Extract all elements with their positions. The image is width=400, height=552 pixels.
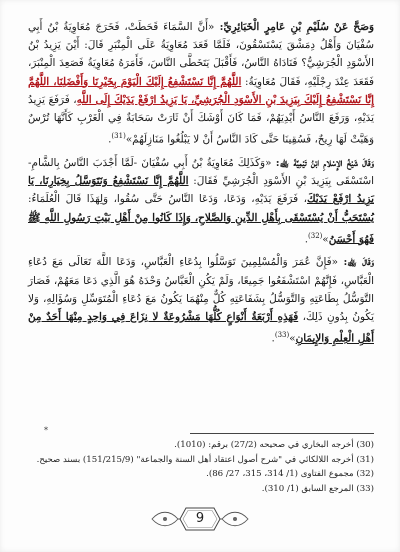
paragraph-3 bbox=[28, 253, 374, 347]
main-text bbox=[28, 18, 374, 353]
text-run: ، فَرَفَعَ يَدَيْهِ، وَدَعَا، وَدَعَا النَّاسُ حَتَّى سُقُوا، وَلِهَذَا قَالَ الْعُلَمَاءُ: bbox=[28, 193, 307, 206]
text-run: » bbox=[322, 233, 329, 246]
text-run: . bbox=[108, 133, 112, 146]
text-run: «وَكَذَلِكَ مُعَاوِيَةُ بْنُ أَبِي سُفْيَانَ -لَمَّا أَجْدَبَ النَّاسُ بِالشَّامِ- اسْتَسْقَى بِيَزِيدَ بْنِ الأَسْوَدِ الْجُرَشِيِّ فَقَالَ: bbox=[28, 156, 374, 188]
page-number: 9 bbox=[195, 511, 205, 526]
highlighted-quote: يُسْتَحَبُّ أَنْ يُسْتَسْقَى بِأَهْلِ الدِّينِ وَالصَّلاحِ، وَإِذَا كَانُوا مِنْ أَهْلِ بَيْتِ رَسُولِ اللَّهِ ﷺ فَهُوَ أَحْسَنُ bbox=[28, 211, 374, 246]
footnote-item: (32) مجموع الفتاوى (1/ 314، 315، 27/ 86). bbox=[206, 469, 374, 480]
text-run: وَقَالَ شَيْخُ الإِسْلامِ ابْنُ تَيْمِيَّةَ ﵀: bbox=[271, 156, 374, 169]
highlighted-quote: اللَّهُمَّ إِنَّا نَسْتَشْفِعُ إِلَيْكَ الْيَوْمَ بِخَيْرِنَا وَأَفْضَلِنَا، اللَّهُمَّ إِنَّا نَسْتَشْفِعُ إِلَيْكَ بِيَزِيدَ بْنِ الأَسْوَدِ الْجُرَشِيِّ، يَا يَزِيدُ ارْفَعْ يَدَيْكَ إِلَى اللَّهِ bbox=[28, 75, 374, 106]
footnote-marker: * bbox=[44, 426, 48, 435]
footnote-reference[interactable]: (31) bbox=[111, 132, 126, 141]
footnote-reference[interactable]: (33) bbox=[274, 331, 290, 340]
footnote-item: (33) المرجع السابق (1/ 310). bbox=[261, 483, 374, 494]
footnote-divider bbox=[190, 433, 374, 434]
footnote-reference[interactable]: (32) bbox=[308, 231, 323, 240]
paragraph-1 bbox=[28, 18, 374, 149]
highlighted-quote: اللَّهُمَّ إِنَّا نَسْتَشْفِعُ وَنَتَوَسَّلُ بِخِيَارِنَا، يَا يَزِيدُ ارْفَعْ يَدَيْكَ bbox=[28, 175, 374, 206]
highlighted-quote: فَهَذِهِ أَرْبَعَةُ أَنْوَاعٍ كُلُّهَا مَشْرُوعَةٌ لا نِزَاعَ فِي وَاحِدٍ مِنْهَا أَحَدٌ مِنْ أَهْلِ الْعِلْمِ وَالإِيمَانِ bbox=[28, 310, 374, 345]
paragraph-2 bbox=[28, 154, 374, 248]
text-run: » bbox=[289, 332, 296, 345]
text-run: . bbox=[304, 233, 309, 246]
footnote-item: (31) أخرجه اللالكائي في "شرح أصول اعتقاد أهل السنة والجماعة" (151/215/9) بسند صحيح. bbox=[36, 454, 374, 465]
text-run: «أَنَّ السَّمَاءَ قَحَطَتْ، فَخَرَجَ مُعَاوِيَةُ بْنُ أَبِي سُفْيَانَ وَأَهْلُ دِمَشْقَ يَسْتَسْقُونَ، فَلَمَّا قَعَدَ مُعَاوِيَةُ عَلَى الْمِنْبَرِ قَالَ: أَيْنَ يَزِيدُ بْنُ الأَسْوَدِ الْجُرَشِيُّ؟ فَنَادَاهُ النَّاسُ، فَأَقْبَلَ يَتَخَطَّى النَّاسَ، فَأَمَرَهُ مُعَاوِيَةُ فَصَعِدَ الْمِنْبَرَ، فَقَعَدَ عِنْدَ رِجْلَيْهِ، فَقَالَ مُعَاوِيَةُ: bbox=[28, 21, 374, 88]
text-run: «فَإِنَّ عُمَرَ وَالْمُسْلِمِينَ تَوَسَّلُوا بِدُعَاءِ الْعَبَّاسِ، وَدَعَا اللَّهَ تَعَالَى مَعَ دُعَاءِ الْعَبَّاسِ، فَإِنَّهُمْ اسْتَشْفَعُوا جَمِيعًا، وَلَمْ يَكُنِ الْعَبَّاسُ وَحْدَهُ هُوَ الَّذِي دَعَا مَعَهُمْ، فَصَارَ التَّوَسُّلُ بِطَاعَتِهِ وَالتَّوَسُّلُ بِشَفَاعَتِهِ كُلٌّ مِنْهُمَا يَكُونُ مَعَ دُعَاءِ الْمُتَوَسِّلِ وَسُؤَالِهِ، وَلا يَكُونُ بِدُونِ ذَلِكَ، bbox=[28, 256, 375, 323]
footnote-item: (30) أخرجه البخاري في صحيحه (27/2) برقم: (1010). bbox=[174, 440, 374, 450]
text-run: وَقَالَ ﵀: bbox=[337, 256, 374, 269]
footnotes bbox=[28, 438, 374, 496]
text-run: وَصَحَّ عَنْ سُلَيْمِ بْنِ عَامِرٍ الْخَبَائِرِيِّ: bbox=[214, 21, 374, 33]
text-run: . bbox=[271, 332, 275, 345]
text-run: ، فَرَفَعَ يَزِيدُ يَدَيْهِ، وَرَفَعَ النَّاسُ أَيْدِيَهُمْ، فَمَا كَانَ أَوْشَكَ أَنْ ثَارَتْ سَحَابَةٌ فِي الْغَرْبِ كَأَنَّهَا تُرْسٌ وَهَبَّتْ لَهَا رِيحٌ، فَسُقِينَا حَتَّى كَادَ النَّاسُ أَنْ لا يَبْلُغُوا مَنَازِلَهُمْ» bbox=[28, 93, 374, 146]
